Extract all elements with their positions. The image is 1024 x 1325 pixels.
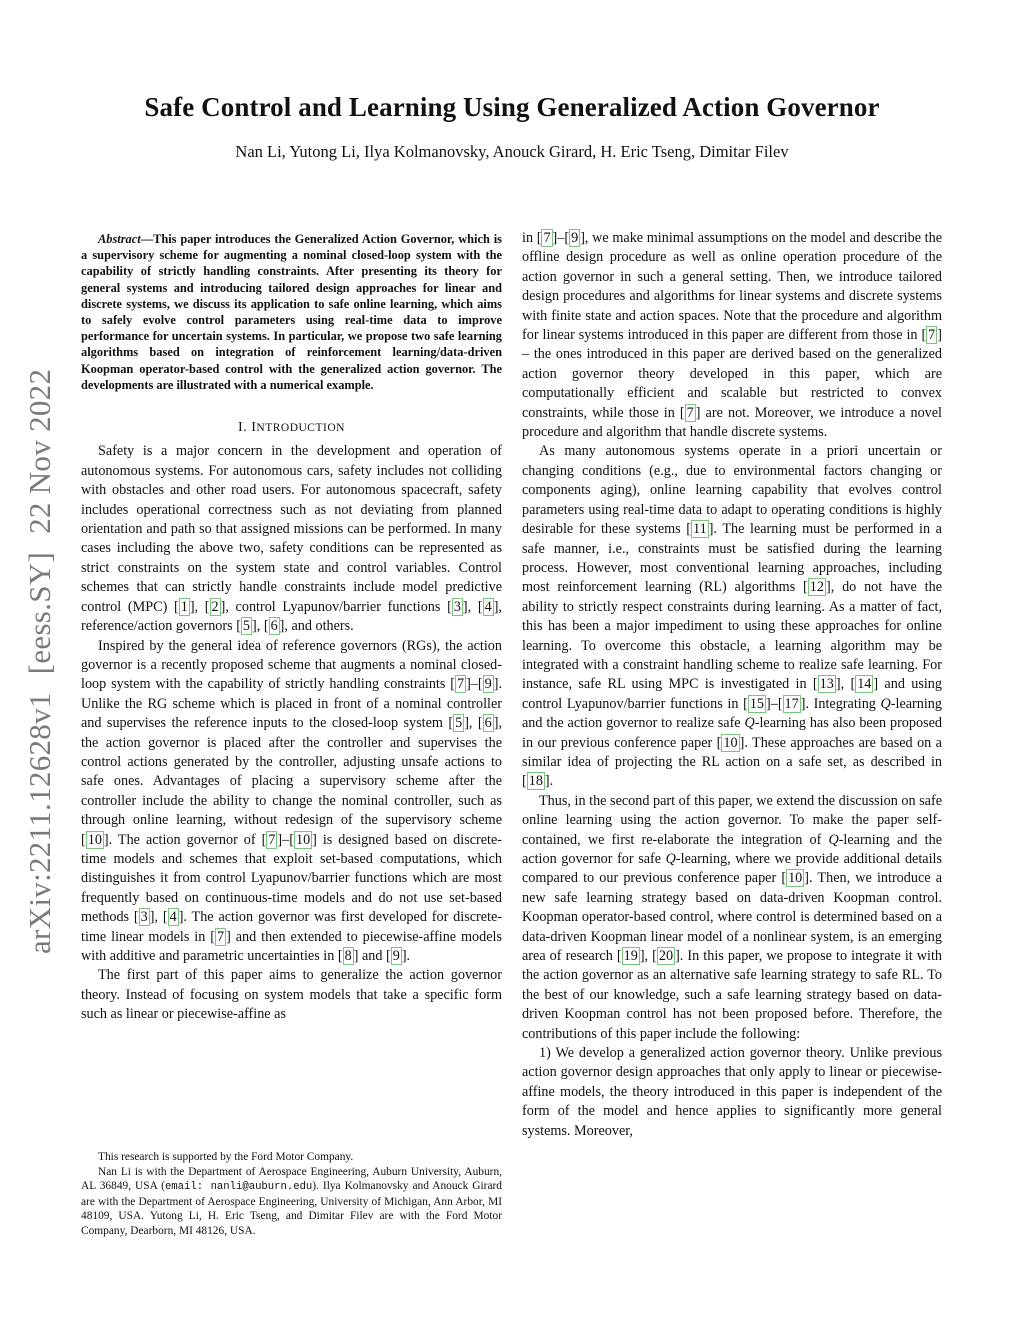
abstract-lead: Abstract [98, 232, 141, 246]
intro-paragraph-5: Thus, in the second part of this paper, we extend the discussion on safe online learning using the action governor. To make the paper self-contained, we first re-elaborate the integration of Q-learning and the action governor for safe Q-learning, where we provide additional details compared to our previous conference paper [ 10 ]. Then, we introduce a new safe learning strategy based on data-driven Koopman control. Koopman operator-based control, where control is determined based on a data-driven Koopman linear model of a nonlinear system, is an emerging area of research [ 19 ], [ 20 ]. In this paper, we propose to integrate it with the action governor as an alternative safe learning strategy to safe RL. To the best of our knowledge, such a safe learning strategy based on data-driven Koopman control has not been proposed before. Therefore, the contributions of this paper include the following: [522, 792, 942, 1042]
author-list: Nan Li, Yutong Li, Ilya Kolmanovsky, Anouck Girard, H. Eric Tseng, Dimitar Filev [235, 142, 789, 161]
contribution-1: 1) We develop a generalized action governor theory. Unlike previous action governor design approaches that only apply to linear or piecewise-affine models, the theory introduced in this paper is independent of the form of the model and hence applies to significantly more general systems. Moreover, [522, 1045, 942, 1139]
intro-paragraph-3: The first part of this paper aims to generalize the action governor theory. Instead of focusing on system models that take a specific form such as linear or piecewise-affine as [81, 967, 502, 1023]
paper-title: Safe Control and Learning Using Generalized Action Governor [144, 92, 880, 122]
author-email: email: nanli@auburn.edu [164, 1181, 313, 1194]
abstract-text: This paper introduces the Generalized Action Governor, which is a supervisory scheme for augmenting a nominal closed-loop system with the capability of strictly handling constraints. After presenting its theory for general systems and introducing tailored design approaches for linear and discrete systems, we discuss its application to safe online learning, which aims to safely evolve control parameters using real-time data to improve performance for uncertain systems. In particular, we propose two safe learning algorithms based on integration of reinforcement learning/data-driven Koopman operator-based control with the generalized action governor. The developments are illustrated with a numerical example. [81, 232, 502, 392]
abstract: Abstract—This paper introduces the Generalized Action Governor, which is a supervisory scheme for augmenting a nominal closed-loop system with the capability of strictly handling constraints. After presenting its theory for general systems and introducing tailored design approaches for linear and discrete systems, we discuss its application to safe online learning, which aims to safely evolve control parameters using real-time data to improve performance for uncertain systems. In particular, we propose two safe learning algorithms based on integration of reinforcement learning/data-driven Koopman operator-based control with the generalized action governor. The developments are illustrated with a numerical example. [81, 232, 502, 392]
footnotes [81, 1150, 502, 1239]
footnote-affiliations: Nan Li is with the Department of Aerospace Engineering, Auburn University, Auburn, AL 36849, USA (email: nanli@auburn.edu). Ilya Kolmanovsky and Anouck Girard are with the Department of Aerospace Engineering, University of Michigan, Ann Arbor, MI 48109, USA. Yutong Li, H. Eric Tseng, and Dimitar Filev are with the Ford Motor Company, Dearborn, MI 48126, USA. [81, 1165, 503, 1237]
intro-paragraph-1: Safety is a major concern in the development and operation of autonomous systems. For autonomous cars, safety includes not colliding with obstacles and other road users. For autonomous spacecraft, safety includes operational correctness such as not deviating from planned orientation and path so that assigned missions can be performed. In many cases including the above two, safety conditions can be represented as strict constraints on the system state and control variables. Control schemes that can strictly handle constraints include model predictive control (MPC) [ 1 ], [ 2 ], control Lyapunov/barrier functions [ 3 ], [ 4 ], reference/action governors [ 5 ], [ 6 ], and others. [81, 443, 502, 635]
right-column [522, 229, 942, 1141]
section-heading-introduction: I. INTRODUCTION [238, 420, 345, 436]
intro-paragraph-3-cont: in [ 7 ]–[ 9 ], we make minimal assumptions on the model and describe the offline design procedure as well as online operation procedure of the action governor in such a general setting. Then, we introduce tailored design procedures and algorithms for linear systems and discrete systems with finite state and action spaces. Note that the procedure and algorithm for linear systems introduced in this paper are different from those in [ 7 ] – the ones introduced in this paper are derived based on the generalized action governor theory developed in this paper, which are computationally efficient and scalable but restricted to convex constraints, while those in [ 7 ] are not. Moreover, we introduce a novel procedure and algorithm that handle discrete systems. [522, 230, 943, 441]
intro-paragraph-4: As many autonomous systems operate in a priori uncertain or changing conditions (e.g., due to environmental factors changing or components aging), online learning capability that evolves control parameters using real-time data to adapt to operating conditions is highly desirable for these systems [ 11 ]. The learning must be performed in a safe manner, i.e., constraints must be satisfied during the learning process. However, most conventional learning approaches, including most reinforcement learning (RL) algorithms [ 12 ], do not have the ability to strictly respect constraints during learning. As a matter of fact, this has been a major impediment to using these approaches for online learning. To overcome this obstacle, a learning algorithm may be integrated with a constraint handling scheme to realize safe learning. For instance, safe RL using MPC is investigated in [ 13 ], [ 14 ] and using control Lyapunov/barrier functions in [ 15 ]–[ 17 ]. Integrating Q-learning and the action governor to realize safe Q-learning has also been proposed in our previous conference paper [ 10 ]. These approaches are based on a similar idea of projecting the RL action on a safe set, as described in [ 18 ]. [522, 443, 942, 790]
arxiv-date: 22 Nov 2022 [22, 368, 57, 534]
intro-paragraph-2: Inspired by the general idea of reference governors (RGs), the action governor is a recently proposed scheme that augments a nominal closed-loop system with the capability of strictly handling constraints [ 7 ]–[ 9 ]. Unlike the RG scheme which is placed in front of a nominal controller and supervises the reference inputs to the closed-loop system [ 5 ], [ 6 ], the action governor is placed after the controller and supervises the control actions generated by the controller, adjusting unsafe actions to safe ones. Advantages of placing a supervisory scheme after the controller include the ability to change the nominal controller, such as through online learning, without redesign of the supervisory scheme [ 10 ]. The action governor of [ 7 ]–[ 10 ] is designed based on discrete-time models and schemes that exploit set-based computations, which distinguishes it from control Lyapunov/barrier functions which are most frequently based on continuous-time models and do not use set-based methods [ 3 ], [ 4 ]. The action governor was first developed for discrete-time linear models in [ 7 ] and then extended to piecewise-affine models with additive and parametric uncertainties in [ 8 ] and [ 9 ]. [81, 637, 503, 964]
arxiv-watermark [22, 351, 58, 954]
arxiv-id: arXiv:2211.12628v1 [22, 692, 57, 954]
left-column [81, 229, 502, 1025]
footnote-support: This research is supported by the Ford Motor Company. [98, 1151, 354, 1163]
arxiv-category: [eess.SY] [22, 551, 57, 675]
